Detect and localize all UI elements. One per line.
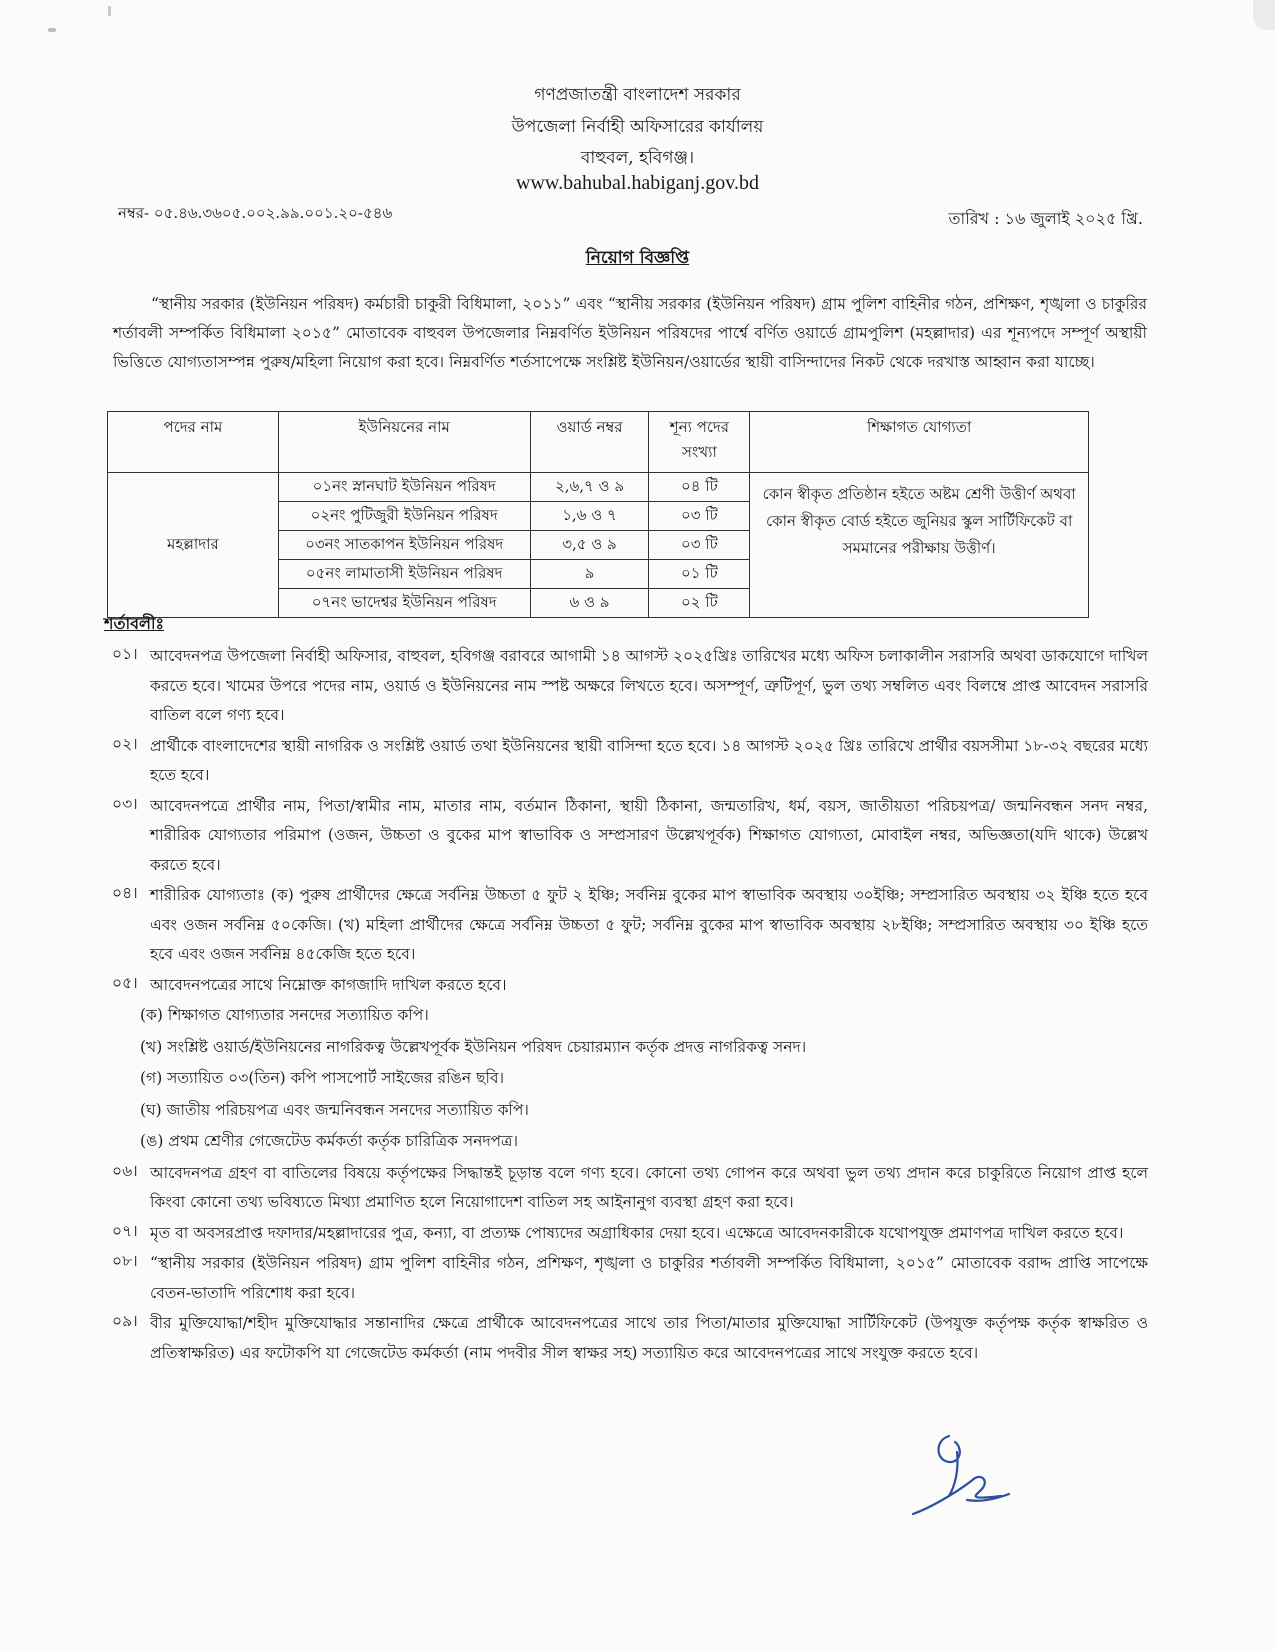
condition-item xyxy=(112,1249,1148,1308)
scan-speck xyxy=(48,28,56,32)
header-government: গণপ্রজাতন্ত্রী বাংলাদেশ সরকার xyxy=(534,85,741,105)
condition-number: ০১। xyxy=(112,645,138,663)
condition-item xyxy=(112,881,1148,970)
ward-cell: ৩,৫ ও ৯ xyxy=(530,531,649,560)
ward-cell: ২,৬,৭ ও ৯ xyxy=(530,473,649,502)
condition-item xyxy=(112,971,1148,1158)
col-header-post: পদের নাম xyxy=(108,412,279,473)
condition-item xyxy=(112,792,1148,881)
vacancy-count-cell: ০৩ টি xyxy=(649,502,750,531)
qualification-cell: কোন স্বীকৃত প্রতিষ্ঠান হইতে অষ্টম শ্রেণী উত্তীর্ণ অথবা কোন স্বীকৃত বোর্ড হইতে জুনিয়র স্কুল সার্টিফিকেট বা সমমানের পরীক্ষায় উত্তীর্ণ। xyxy=(750,473,1089,618)
col-header-ward: ওয়ার্ড নম্বর xyxy=(530,412,649,473)
required-documents xyxy=(112,1000,1148,1158)
ward-cell: ১,৬ ও ৭ xyxy=(530,502,649,531)
document-item: (ঙ) প্রথম শ্রেণীর গেজেটেড কর্মকর্তা কর্তৃক চারিত্রিক সনদপত্র। xyxy=(140,1132,518,1150)
condition-text: “স্থানীয় সরকার (ইউনিয়ন পরিষদ) গ্রাম পুলিশ বাহিনীর গঠন, প্রশিক্ষণ, শৃঙ্খলা ও চাকুরির শর্তাবলী সম্পর্কিত বিধিমালা, ২০১৫” মোতাবেক বরাদ্দ প্রাপ্তি সাপেক্ষে বেতন-ভাতাদি পরিশোধ করা হবে। xyxy=(150,1254,1148,1302)
condition-number: ০৭। xyxy=(112,1221,138,1240)
document-item: (খ) সংশ্লিষ্ট ওয়ার্ড/ইউনিয়নের নাগরিকত্ব উল্লেখপূর্বক ইউনিয়ন পরিষদ চেয়ারম্যান কর্তৃক প্রদত্ত নাগরিকত্ব সনদ। xyxy=(140,1037,807,1056)
union-cell: ০৫নং লামাতাসী ইউনিয়ন পরিষদ xyxy=(278,560,530,589)
scan-corner-shadow xyxy=(1253,0,1275,30)
document-item: (গ) সত্যায়িত ০৩(তিন) কপি পাসপোর্ট সাইজের রঙিন ছবি। xyxy=(140,1069,505,1087)
scan-speck xyxy=(108,6,111,16)
union-cell: ০৩নং সাতকাপন ইউনিয়ন পরিষদ xyxy=(278,531,530,560)
header-location: বাহুবল, হবিগঞ্জ। xyxy=(580,148,695,168)
condition-number: ০৮। xyxy=(112,1252,138,1270)
ward-cell: ৯ xyxy=(530,560,649,589)
condition-text: আবেদনপত্র গ্রহণ বা বাতিলের বিষয়ে কর্তৃপক্ষের সিদ্ধান্তই চূড়ান্ত বলে গণ্য হবে। কোনো তথ্য গোপন করে অথবা ভুল তথ্য প্রদান করে চাকুরিতে নিয়োগ প্রাপ্ত হলে কিংবা কোনো তথ্য ভবিষ্যতে মিথ্যা প্রমাণিত হলে নিয়োগাদেশ বাতিল সহ আইনানুগ ব্যবস্থা গ্রহণ করা হবে। xyxy=(150,1163,1148,1211)
vacancy-count-cell: ০২ টি xyxy=(649,589,750,618)
union-cell: ০৭নং ভাদেশ্বর ইউনিয়ন পরিষদ xyxy=(278,589,530,618)
ward-cell: ৬ ও ৯ xyxy=(530,589,649,618)
notice-title-text: নিয়োগ বিজ্ঞপ্তি xyxy=(585,248,690,268)
memo-number: নম্বর- ০৫.৪৬.৩৬০৫.০০২.৯৯.০০১.২০-৫৪৬ xyxy=(118,204,393,222)
signature-stroke xyxy=(913,1436,1009,1514)
intro-text: “স্থানীয় সরকার (ইউনিয়ন পরিষদ) কর্মচারী চাকুরী বিধিমালা, ২০১১” এবং “স্থানীয় সরকার (ইউনিয়ন পরিষদ) গ্রাম পুলিশ বাহিনীর গঠন, প্রশিক্ষণ, শৃঙ্খলা ও চাকুরির শর্তাবলী সম্পর্কিত বিধিমালা ২০১৫” মোতাবেক বাহুবল উপজেলার নিম্নবর্ণিত ইউনিয়ন পরিষদের পার্শ্বে বর্ণিত ওয়ার্ডে গ্রামপুলিশ (মহল্লাদার) এর শূন্যপদে সম্পূর্ণ অস্থায়ী ভিত্তিতে যোগ্যতাসম্পন্ন পুরুষ/মহিলা নিয়োগ করা হবে। নিম্নবর্ণিত শর্তসাপেক্ষে সংশ্লিষ্ট ইউনিয়ন/ওয়ার্ডের স্থায়ী বাসিন্দাদের নিকট থেকে দরখাস্ত আহ্বান করা যাচ্ছে। xyxy=(113,295,1147,371)
condition-item xyxy=(112,1159,1148,1218)
vacancy-table-header xyxy=(108,412,1089,473)
col-header-qualification: শিক্ষাগত যোগ্যতা xyxy=(750,412,1089,473)
condition-item xyxy=(112,642,1148,731)
condition-number: ০২। xyxy=(112,734,138,753)
condition-text: প্রার্থীকে বাংলাদেশের স্থায়ী নাগরিক ও সংশ্লিষ্ট ওয়ার্ড তথা ইউনিয়নের স্থায়ী বাসিন্দা হতে হবে। ১৪ আগস্ট ২০২৫ খ্রিঃ তারিখে প্রার্থীর বয়সসীমা ১৮-৩২ বছরের মধ্যে হতে হবে। xyxy=(150,736,1148,784)
condition-text: আবেদনপত্র উপজেলা নির্বাহী অফিসার, বাহুবল, হবিগঞ্জ বরাবরে আগামী ১৪ আগস্ট ২০২৫খ্রিঃ তারিখের মধ্যে অফিস চলাকালীন সরাসরি অথবা ডাকযোগে দাখিল করতে হবে। খামের উপরে পদের নাম, ওয়ার্ড ও ইউনিয়নের নাম স্পষ্ট অক্ষরে লিখতে হবে। অসম্পূর্ণ, ত্রুটিপূর্ণ, ভুল তথ্য সম্বলিত এবং বিলম্বে প্রাপ্ত আবেদন সরাসরি বাতিল বলে গণ্য হবে। xyxy=(150,647,1148,724)
vacancy-count-cell: ০৪ টি xyxy=(649,473,750,502)
condition-item xyxy=(112,732,1148,791)
col-header-vacancy: শূন্য পদের সংখ্যা xyxy=(649,412,750,473)
condition-text: মৃত বা অবসরপ্রাপ্ত দফাদার/মহল্লাদারের পুত্র, কন্যা, বা প্রত্যক্ষ পোষ্যদের অগ্রাধিকার দেয়া হবে। এক্ষেত্রে আবেদনকারীকে যথোপযুক্ত প্রমাণপত্র দাখিল করতে হবে। xyxy=(150,1223,1124,1242)
vacancy-count-cell: ০৩ টি xyxy=(649,531,750,560)
intro-paragraph xyxy=(113,290,1147,377)
condition-number: ০৪। xyxy=(112,884,138,902)
document-item: (ঘ) জাতীয় পরিচয়পত্র এবং জন্মনিবন্ধন সনদের সত্যায়িত কপি। xyxy=(140,1100,529,1119)
condition-text: শারীরিক যোগ্যতাঃ (ক) পুরুষ প্রার্থীদের ক্ষেত্রে সর্বনিম্ন উচ্চতা ৫ ফুট ২ ইঞ্চি; সর্বনিম্ন বুকের মাপ স্বাভাবিক অবস্থায় ৩০ইঞ্চি; সম্প্রসারিত অবস্থায় ৩২ ইঞ্চি হতে হবে এবং ওজন সর্বনিম্ন ৫০কেজি। (খ) মহিলা প্রার্থীদের ক্ষেত্রে সর্বনিম্ন উচ্চতা ৫ ফুট; সর্বনিম্ন বুকের মাপ স্বাভাবিক অবস্থায় ২৮ইঞ্চি; সম্প্রসারিত অবস্থায় ৩০ ইঞ্চি হতে হবে এবং ওজন সর্বনিম্ন ৪৫কেজি হতে হবে। xyxy=(150,886,1148,963)
conditions-list xyxy=(112,642,1148,1368)
document-item: (ক) শিক্ষাগত যোগ্যতার সনদের সত্যায়িত কপি। xyxy=(140,1006,429,1024)
notice-title xyxy=(0,245,1275,273)
condition-number: ০৬। xyxy=(112,1161,138,1180)
col-header-union: ইউনিয়নের নাম xyxy=(278,412,530,473)
condition-text: বীর মুক্তিযোদ্ধা/শহীদ মুক্তিযোদ্ধার সন্তানাদির ক্ষেত্রে প্রার্থীকে আবেদনপত্রের সাথে তার পিতা/মাতার মুক্তিযোদ্ধা সার্টিফিকেট (উপযুক্ত কর্তৃপক্ষ কর্তৃক স্বাক্ষরিত ও প্রতিস্বাক্ষরিত) এর ফটোকপি যা গেজেটেড কর্মকর্তা (নাম পদবীর সীল স্বাক্ষর সহ) সত্যায়িত করে আবেদনপত্রের সাথে সংযুক্ত করতে হবে। xyxy=(150,1314,1148,1362)
condition-item xyxy=(112,1309,1148,1368)
condition-item xyxy=(112,1219,1148,1249)
union-cell: ০২নং পুটিজুরী ইউনিয়ন পরিষদ xyxy=(278,502,530,531)
condition-number: ০৫। xyxy=(112,973,138,992)
vacancy-table xyxy=(107,411,1089,618)
table-row xyxy=(108,473,1089,502)
officer-signature xyxy=(905,1430,1015,1520)
conditions-heading: শর্তাবলীঃ xyxy=(104,614,165,633)
post-name-cell: মহল্লাদার xyxy=(108,473,279,618)
header-office: উপজেলা নির্বাহী অফিসারের কার্যালয় xyxy=(511,117,764,137)
header-website: www.bahubal.habiganj.gov.bd xyxy=(516,172,759,194)
condition-number: ০৩। xyxy=(112,794,138,813)
condition-number: ০৯। xyxy=(112,1312,138,1330)
vacancy-count-cell: ০১ টি xyxy=(649,560,750,589)
condition-text: আবেদনপত্রের সাথে নিম্নোক্ত কাগজাদি দাখিল করতে হবে। xyxy=(150,975,507,994)
union-cell: ০১নং স্নানঘাট ইউনিয়ন পরিষদ xyxy=(278,473,530,502)
condition-text: আবেদনপত্রে প্রার্থীর নাম, পিতা/স্বামীর নাম, মাতার নাম, বর্তমান ঠিকানা, স্থায়ী ঠিকানা, জন্মতারিখ, ধর্ম, বয়স, জাতীয়তা পরিচয়পত্র/ জন্মনিবন্ধন সনদ নম্বর, শারীরিক যোগ্যতার পরিমাপ (ওজন, উচ্চতা ও বুকের মাপ স্বাভাবিক ও সম্প্রসারণ উল্লেখপূর্বক) শিক্ষাগত যোগ্যতা, মোবাইল নম্বর, অভিজ্ঞতা(যদি থাকে) উল্লেখ করতে হবে। xyxy=(150,796,1148,874)
issue-date: তারিখ : ১৬ জুলাই ২০২৫ খ্রি. xyxy=(948,209,1143,228)
